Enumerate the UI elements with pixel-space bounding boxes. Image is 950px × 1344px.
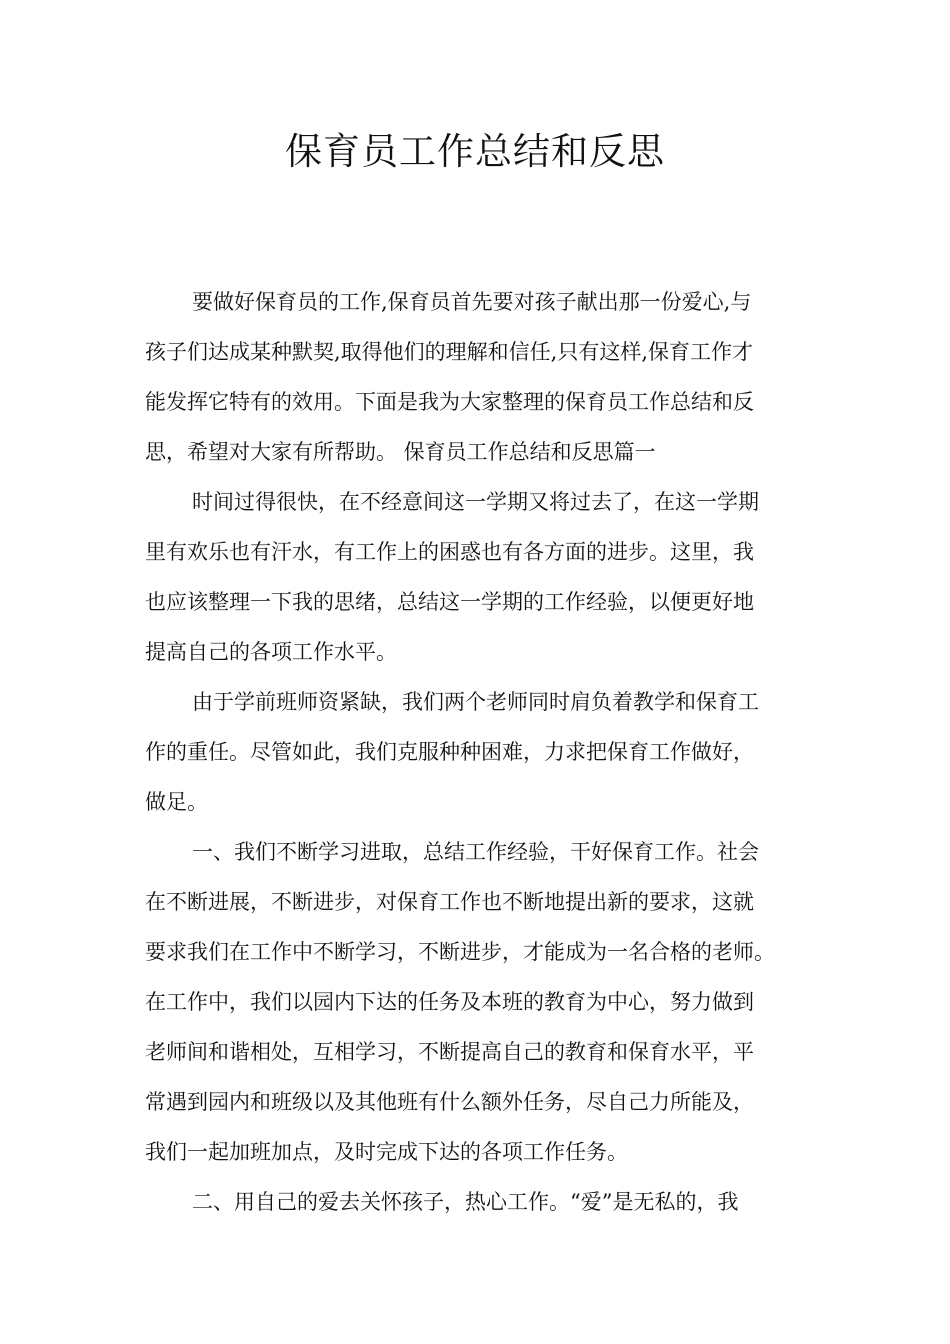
- text-line: 老师间和谐相处，互相学习，不断提高自己的教育和保育水平，平: [145, 1040, 754, 1064]
- text-line: 能发挥它特有的效用。下面是我为大家整理的保育员工作总结和反: [145, 390, 754, 414]
- text-line: 时间过得很快，在不经意间这一学期又将过去了，在这一学期: [192, 490, 759, 514]
- text-line: 做足。: [145, 790, 208, 814]
- text-line: 由于学前班师资紧缺，我们两个老师同时肩负着教学和保育工: [192, 690, 759, 714]
- text-line: 提高自己的各项工作水平。: [145, 640, 397, 664]
- text-line: 在不断进展，不断进步，对保育工作也不断地提出新的要求，这就: [145, 890, 754, 914]
- text-line: 要求我们在工作中不断学习，不断进步，才能成为一名合格的老师。: [145, 940, 775, 964]
- text-line: 一、我们不断学习进取，总结工作经验，干好保育工作。社会: [192, 840, 759, 864]
- text-line: 我们一起加班加点，及时完成下达的各项工作任务。: [145, 1140, 628, 1164]
- text-line: 孩子们达成某种默契,取得他们的理解和信任,只有这样,保育工作才: [145, 340, 754, 364]
- document-body: [145, 277, 825, 1227]
- text-line: 里有欢乐也有汗水，有工作上的困惑也有各方面的进步。这里，我: [145, 540, 754, 564]
- text-line: 要做好保育员的工作,保育员首先要对孩子献出那一份爱心,与: [192, 290, 752, 314]
- text-line: 也应该整理一下我的思绪，总结这一学期的工作经验，以便更好地: [145, 590, 754, 614]
- text-line: 作的重任。尽管如此，我们克服种种困难，力求把保育工作做好，: [145, 740, 754, 764]
- text-line: 常遇到园内和班级以及其他班有什么额外任务，尽自己力所能及，: [145, 1090, 754, 1114]
- text-line: 在工作中，我们以园内下达的任务及本班的教育为中心，努力做到: [145, 990, 754, 1014]
- text-line: 思，希望对大家有所帮助。 保育员工作总结和反思篇一: [145, 440, 656, 464]
- document-title: 保育员工作总结和反思: [285, 130, 665, 173]
- text-line: 二、用自己的爱去关怀孩子，热心工作。“爱”是无私的，我: [192, 1190, 739, 1214]
